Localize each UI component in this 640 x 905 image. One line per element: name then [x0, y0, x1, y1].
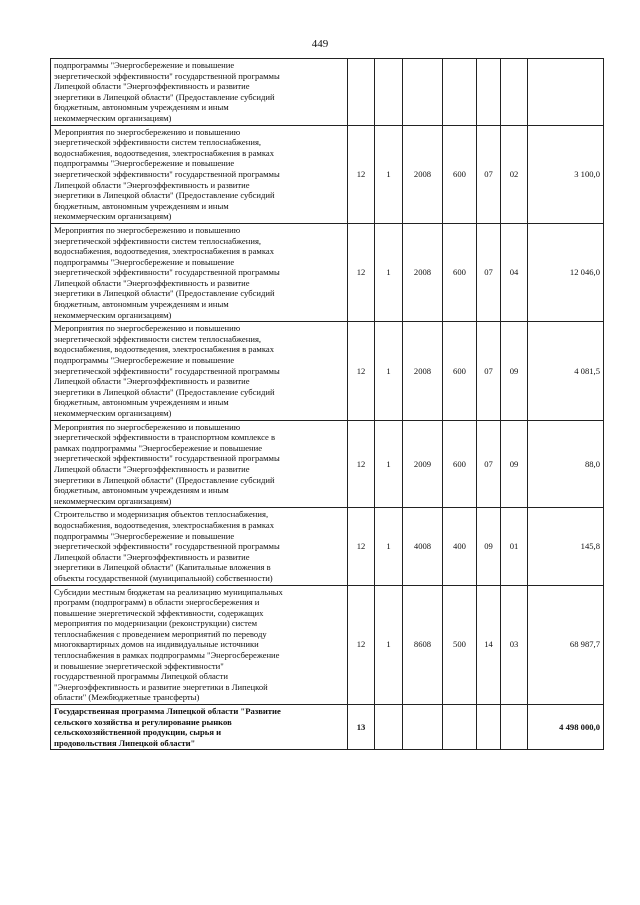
program-code: 12: [348, 125, 375, 223]
row-description: Мероприятия по энергосбережению и повышению энергетической эффективности в транспортном комплексе в рамках подпрограммы "Энергосбережение и повышение энергетической эффективности" государственной программы Липецкой области "Энергоэффективность и развитие энергетики в Липецкой области" (Предоставление субсидий бюджетным, автономным учреждениям и иным некоммерческим организациям): [51, 420, 348, 508]
budget-table: [50, 58, 604, 750]
table-body: [51, 59, 604, 750]
program-code: 12: [348, 585, 375, 705]
subprogram-code: 1: [375, 508, 403, 585]
expense-type-code: 600: [443, 420, 477, 508]
amount: 4 081,5: [528, 322, 604, 420]
subprogram-code: 1: [375, 125, 403, 223]
table-row: [51, 223, 604, 321]
program-code: 13: [348, 705, 375, 750]
section-code: [477, 705, 501, 750]
program-code: [348, 59, 375, 126]
amount: 88,0: [528, 420, 604, 508]
subsection-code: [501, 59, 528, 126]
amount: [528, 59, 604, 126]
subsection-code: 02: [501, 125, 528, 223]
target-article-code: [403, 59, 443, 126]
subprogram-code: 1: [375, 585, 403, 705]
target-article-code: [403, 705, 443, 750]
row-description: Государственная программа Липецкой области "Развитие сельского хозяйства и регулирование рынков сельскохозяйственной продукции, сырья и продовольствия Липецкой области": [51, 705, 348, 750]
target-article-code: 8608: [403, 585, 443, 705]
row-description: Мероприятия по энергосбережению и повышению энергетической эффективности систем теплоснабжения, водоснабжения, водоотведения, электроснабжения в рамках подпрограммы "Энергосбережение и повышение энергетической эффективности" государственной программы Липецкой области "Энергоэффективность и развитие энергетики в Липецкой области" (Предоставление субсидий бюджетным, автономным учреждениям и иным некоммерческим организациям): [51, 223, 348, 321]
row-description: подпрограммы "Энергосбережение и повышение энергетической эффективности" государственной программы Липецкой области "Энергоэффективность и развитие энергетики в Липецкой области" (Предоставление субсидий бюджетным, автономным учреждениям и иным некоммерческим организациям): [51, 59, 348, 126]
expense-type-code: 600: [443, 322, 477, 420]
table-row: [51, 125, 604, 223]
amount: 3 100,0: [528, 125, 604, 223]
subprogram-code: 1: [375, 322, 403, 420]
row-description: Субсидии местным бюджетам на реализацию муниципальных программ (подпрограмм) в области энергосбережения и повышение энергетической эффективности, содержащих мероприятия по модернизации (реконструкции) систем теплоснабжения с проведением мероприятий по переводу многоквартирных домов на индивидуальные источники теплоснабжения в рамках подпрограммы "Энергосбережение и повышение энергетической эффективности" государственной программы Липецкой области "Энергоэффективность и развитие энергетики в Липецкой области" (Межбюджетные трансферты): [51, 585, 348, 705]
expense-type-code: 600: [443, 125, 477, 223]
target-article-code: 2008: [403, 223, 443, 321]
expense-type-code: [443, 705, 477, 750]
section-code: 07: [477, 420, 501, 508]
section-code: [477, 59, 501, 126]
page-number: 449: [311, 38, 329, 50]
expense-type-code: [443, 59, 477, 126]
subprogram-code: [375, 705, 403, 750]
amount: 4 498 000,0: [528, 705, 604, 750]
target-article-code: 4008: [403, 508, 443, 585]
row-description: Мероприятия по энергосбережению и повышению энергетической эффективности систем теплоснабжения, водоснабжения, водоотведения, электроснабжения в рамках подпрограммы "Энергосбережение и повышение энергетической эффективности" государственной программы Липецкой области "Энергоэффективность и развитие энергетики в Липецкой области" (Предоставление субсидий бюджетным, автономным учреждениям и иным некоммерческим организациям): [51, 322, 348, 420]
subprogram-code: 1: [375, 223, 403, 321]
table-row: [51, 322, 604, 420]
section-code: 07: [477, 125, 501, 223]
subsection-code: 09: [501, 322, 528, 420]
subsection-code: 03: [501, 585, 528, 705]
subsection-code: 04: [501, 223, 528, 321]
program-code: 12: [348, 223, 375, 321]
program-code: 12: [348, 420, 375, 508]
subsection-code: 09: [501, 420, 528, 508]
table-row: [51, 59, 604, 126]
program-code: 12: [348, 322, 375, 420]
target-article-code: 2008: [403, 322, 443, 420]
subprogram-code: 1: [375, 420, 403, 508]
table-row: [51, 585, 604, 705]
section-code: 09: [477, 508, 501, 585]
subprogram-code: [375, 59, 403, 126]
row-description: Строительство и модернизация объектов теплоснабжения, водоснабжения, водоотведения, электроснабжения в рамках подпрограммы "Энергосбережение и повышение энергетической эффективности" государственной программы Липецкой области "Энергоэффективность и развитие энергетики в Липецкой области" (Капитальные вложения в объекты государственной (муниципальной) собственности): [51, 508, 348, 585]
program-code: 12: [348, 508, 375, 585]
section-code: 07: [477, 322, 501, 420]
amount: 145,8: [528, 508, 604, 585]
target-article-code: 2008: [403, 125, 443, 223]
row-description: Мероприятия по энергосбережению и повышению энергетической эффективности систем теплоснабжения, водоснабжения, водоотведения, электроснабжения в рамках подпрограммы "Энергосбережение и повышение энергетической эффективности" государственной программы Липецкой области "Энергоэффективность и развитие энергетики в Липецкой области" (Предоставление субсидий бюджетным, автономным учреждениям и иным некоммерческим организациям): [51, 125, 348, 223]
table-row: [51, 508, 604, 585]
table-row: [51, 705, 604, 750]
section-code: 14: [477, 585, 501, 705]
amount: 12 046,0: [528, 223, 604, 321]
target-article-code: 2009: [403, 420, 443, 508]
amount: 68 987,7: [528, 585, 604, 705]
expense-type-code: 500: [443, 585, 477, 705]
table-row: [51, 420, 604, 508]
expense-type-code: 600: [443, 223, 477, 321]
section-code: 07: [477, 223, 501, 321]
expense-type-code: 400: [443, 508, 477, 585]
subsection-code: [501, 705, 528, 750]
subsection-code: 01: [501, 508, 528, 585]
